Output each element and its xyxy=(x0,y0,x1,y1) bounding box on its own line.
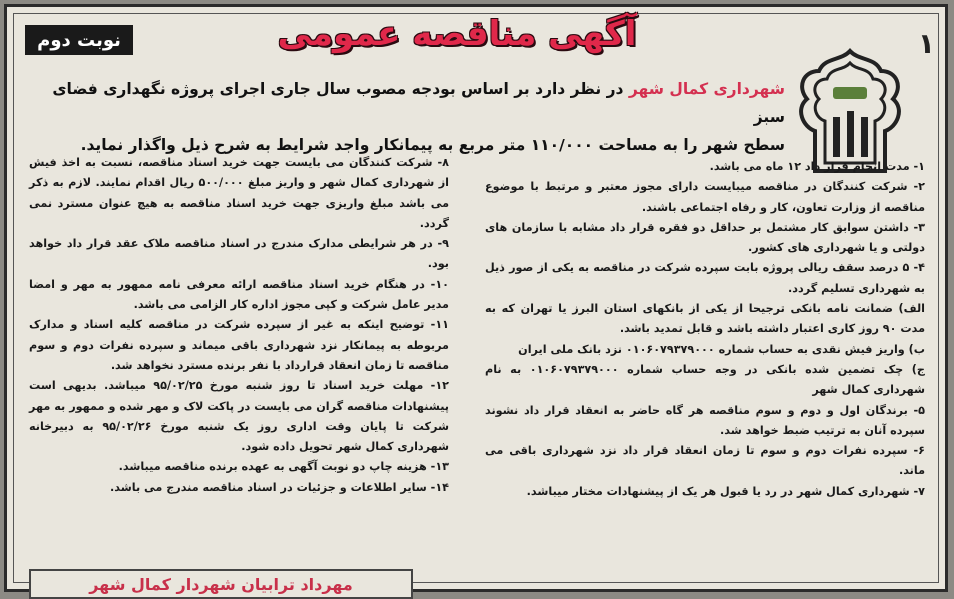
notice-frame xyxy=(4,4,948,592)
list-item: ۱۰- در هنگام خرید اسناد مناقصه ارائه معرفی نامه ممهور به مهر و امضا مدیر عامل شرکت و کپی مجوز اداره کار الزامی می باشد. xyxy=(29,277,449,312)
round-badge: نوبت دوم xyxy=(25,25,133,55)
list-item: ۱- مدت انجام قرار داد ۱۲ ماه می باشد. xyxy=(709,160,925,173)
intro-paragraph xyxy=(27,75,785,159)
intro-org: شهرداری کمال شهر xyxy=(628,80,785,98)
right-column xyxy=(485,157,925,502)
list-item: ۲- شرکت کنندگان در مناقصه میبایست دارای مجوز معتبر و مرتبط با موضوع مناقصه از وزارت تعاون، کار و رفاه اجتماعی باشند. xyxy=(485,180,925,214)
list-item: ۶- سپرده نفرات دوم و سوم تا زمان انعقاد قرار داد نزد شهرداری باقی می ماند. xyxy=(485,444,925,478)
left-column xyxy=(29,153,449,498)
list-item: ۷- شهرداری کمال شهر در رد یا قبول هر یک از پیشنهادات مختار میباشد. xyxy=(526,484,925,498)
list-item: الف) ضمانت نامه بانکی ترجیحا از یکی از بانکهای استان البرز یا تهران که به مدت ۹۰ روز کاری اعتبار داشته باشد و قابل تمدید باشد. xyxy=(485,302,925,336)
title-banner xyxy=(177,13,737,55)
page-title: آگهی مناقصه عمومی xyxy=(277,14,637,54)
list-item: ۹- در هر شرایطی مدارک مندرج در اسناد مناقصه ملاک عقد قرار داد خواهد بود. xyxy=(29,237,449,271)
list-item: ۱۳- هزینه چاپ دو نوبت آگهی به عهده برنده مناقصه میباشد. xyxy=(118,460,449,474)
list-item: ۱۴- سایر اطلاعات و جزئیات در اسناد مناقصه مندرج می باشد. xyxy=(110,480,449,494)
list-item: ۳- داشتن سوابق کار مشتمل بر حداقل دو فقره قرار داد مشابه با سازمان های دولتی و یا شهرداری های کشور. xyxy=(485,220,925,255)
number-mark: ۱ xyxy=(917,27,935,60)
list-item: ۵- برندگان اول و دوم و سوم مناقصه هر گاه حاضر به انعقاد قرار داد نشوند سپرده آنان به ترتیب ضبط خواهد شد. xyxy=(485,403,925,437)
list-item: ۸- شرکت کنندگان می بایست جهت خرید اسناد مناقصه، نسبت به اخذ فیش از شهرداری کمال شهر و واریز مبلغ ۵۰۰/۰۰۰ ریال اقدام نمایند. لازم به ذکر می باشد مبلغ واریزی جهت خرید اسناد مناقصه به هیچ عنوان مسترد نمی گردد. xyxy=(29,156,449,230)
list-item: ۴- ۵ درصد سقف ریالی پروژه بابت سپرده شرکت در مناقصه به یکی از صور ذیل به شهرداری تسلیم گردد. xyxy=(485,261,925,295)
list-item: ۱۲- مهلت خرید اسناد تا روز شنبه مورخ ۹۵/۰۲/۲۵ میباشد. بدیهی است پیشنهادات مناقصه گران می بایست در پاکت لاک و مهر شده و ممهور به مهر شرکت تا پایان وقت اداری روز یک شنبه مورخ ۹۵/۰۲/۲۶ به دبیرخانه شهرداری کمال شهر تحویل داده شود. xyxy=(29,379,449,454)
list-item: ۱۱- توضیح اینکه به غیر از سپرده شرکت در مناقصه کلیه اسناد و مدارک مربوطه به پیمانکار نزد شهرداری باقی میماند و سپرده نفرات دوم و سوم مناقصه تا زمان انعقاد قرارداد با نفر برنده مسترد نخواهد شد. xyxy=(29,318,449,372)
list-item: ب) واریز فیش نقدی به حساب شماره ۰۱۰۶۰۷۹۳۷۹۰۰۰ نزد بانک ملی ایران xyxy=(518,342,925,356)
intro-line2: سطح شهر را به مساحت ۱۱۰/۰۰۰ متر مربع به پیمانکار واجد شرایط به شرح ذیل واگذار نماید. xyxy=(80,136,785,154)
signature-box: مهرداد ترابیان شهردار کمال شهر xyxy=(29,569,413,599)
intro-line1: در نظر دارد بر اساس بودجه مصوب سال جاری اجرای پروژه نگهداری فضای سبز xyxy=(52,80,785,126)
list-item: ج) چک تضمین شده بانکی در وجه حساب شماره ۰۱۰۶۰۷۹۳۷۹۰۰۰ به نام شهرداری کمال شهر xyxy=(485,362,925,397)
